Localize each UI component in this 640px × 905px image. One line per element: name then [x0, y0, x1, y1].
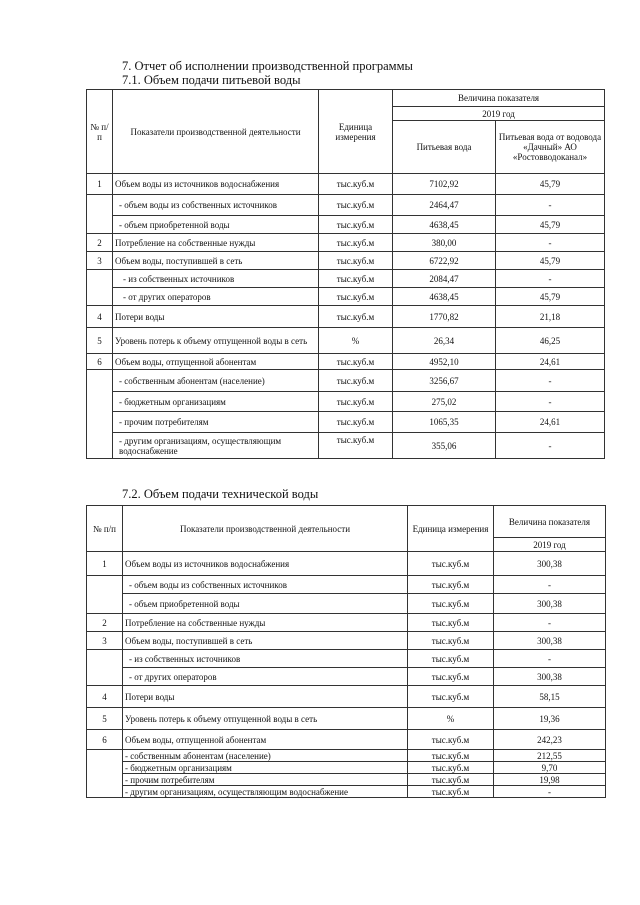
header-year: 2019 год	[494, 538, 606, 552]
header-value: Величина показателя	[494, 506, 606, 538]
table-row: 1 Объем воды из источников водоснабжения тыс.куб.м 300,38	[87, 552, 606, 576]
technical-table-title: 7.2. Объем подачи технической воды	[122, 487, 319, 501]
table-row: 3 Объем воды, поступившей в сеть тыс.куб.м 300,38	[87, 632, 606, 650]
table-row: - собственным абонентам (население) тыс.куб.м 212,55	[87, 750, 606, 762]
table-row: 3 Объем воды, поступившей в сеть тыс.куб.м 6722,92 45,79	[87, 252, 605, 270]
table-row: - другим организациям, осуществляющим водоснабжение тыс.куб.м -	[87, 786, 606, 798]
header-unit: Единица измерения	[408, 506, 494, 552]
section-title: 7. Отчет об исполнении производственной программы	[122, 59, 413, 73]
table-row: - собственным абонентам (население) тыс.куб.м 3256,67 -	[87, 370, 605, 392]
potable-table-title: 7.1. Объем подачи питьевой воды	[122, 73, 301, 87]
table-row: - объем воды из собственных источников тыс.куб.м 2464,47 -	[87, 195, 605, 216]
table-row: - прочим потребителям тыс.куб.м 19,98	[87, 774, 606, 786]
table-row: - объем приобретенной воды тыс.куб.м 4638,45 45,79	[87, 216, 605, 234]
header-indicator: Показатели производственной деятельности	[113, 90, 319, 174]
table-row: 6 Объем воды, отпущенной абонентам тыс.куб.м 4952,10 24,61	[87, 354, 605, 370]
header-num: № п/п	[87, 90, 113, 174]
table-row: - прочим потребителям тыс.куб.м 1065,35 24,61	[87, 412, 605, 433]
table-row: 5 Уровень потерь к объему отпущенной воды в сеть % 19,36	[87, 708, 606, 730]
technical-water-table	[86, 505, 606, 798]
table-row: 4 Потери воды тыс.куб.м 58,15	[87, 686, 606, 708]
table-row: - другим организациям, осуществляющим водоснабжение тыс.куб.м 355,06 -	[87, 433, 605, 459]
table-row: 2 Потребление на собственные нужды тыс.куб.м -	[87, 614, 606, 632]
table-row: 6 Объем воды, отпущенной абонентам тыс.куб.м 242,23	[87, 730, 606, 750]
table-row: - бюджетным организациям тыс.куб.м 275,02 -	[87, 392, 605, 412]
table-row: - объем воды из собственных источников тыс.куб.м -	[87, 576, 606, 594]
header-year: 2019 год	[393, 107, 605, 121]
table-row: - из собственных источников тыс.куб.м 2084,47 -	[87, 270, 605, 288]
table-row: 2 Потребление на собственные нужды тыс.куб.м 380,00 -	[87, 234, 605, 252]
table-row: - от других операторов тыс.куб.м 300,38	[87, 668, 606, 686]
header-indicator: Показатели производственной деятельности	[123, 506, 408, 552]
header-num: № п/п	[87, 506, 123, 552]
table-row: - бюджетным организациям тыс.куб.м 9,70	[87, 762, 606, 774]
header-value: Величина показателя	[393, 90, 605, 107]
table-row: 1 Объем воды из источников водоснабжения тыс.куб.м 7102,92 45,79	[87, 174, 605, 195]
header-col-potable: Питьевая вода	[393, 121, 496, 174]
table-row: - из собственных источников тыс.куб.м -	[87, 650, 606, 668]
header-col-dachny: Питьевая вода от водовода «Дачный» АО «Ростовводоканал»	[496, 121, 605, 174]
table-row: - от других операторов тыс.куб.м 4638,45 45,79	[87, 288, 605, 306]
table-row: - объем приобретенной воды тыс.куб.м 300,38	[87, 594, 606, 614]
potable-water-table	[86, 89, 605, 459]
header-unit: Единица измерения	[319, 90, 393, 174]
table-row: 5 Уровень потерь к объему отпущенной воды в сеть % 26,34 46,25	[87, 328, 605, 354]
table-row: 4 Потери воды тыс.куб.м 1770,82 21,18	[87, 306, 605, 328]
